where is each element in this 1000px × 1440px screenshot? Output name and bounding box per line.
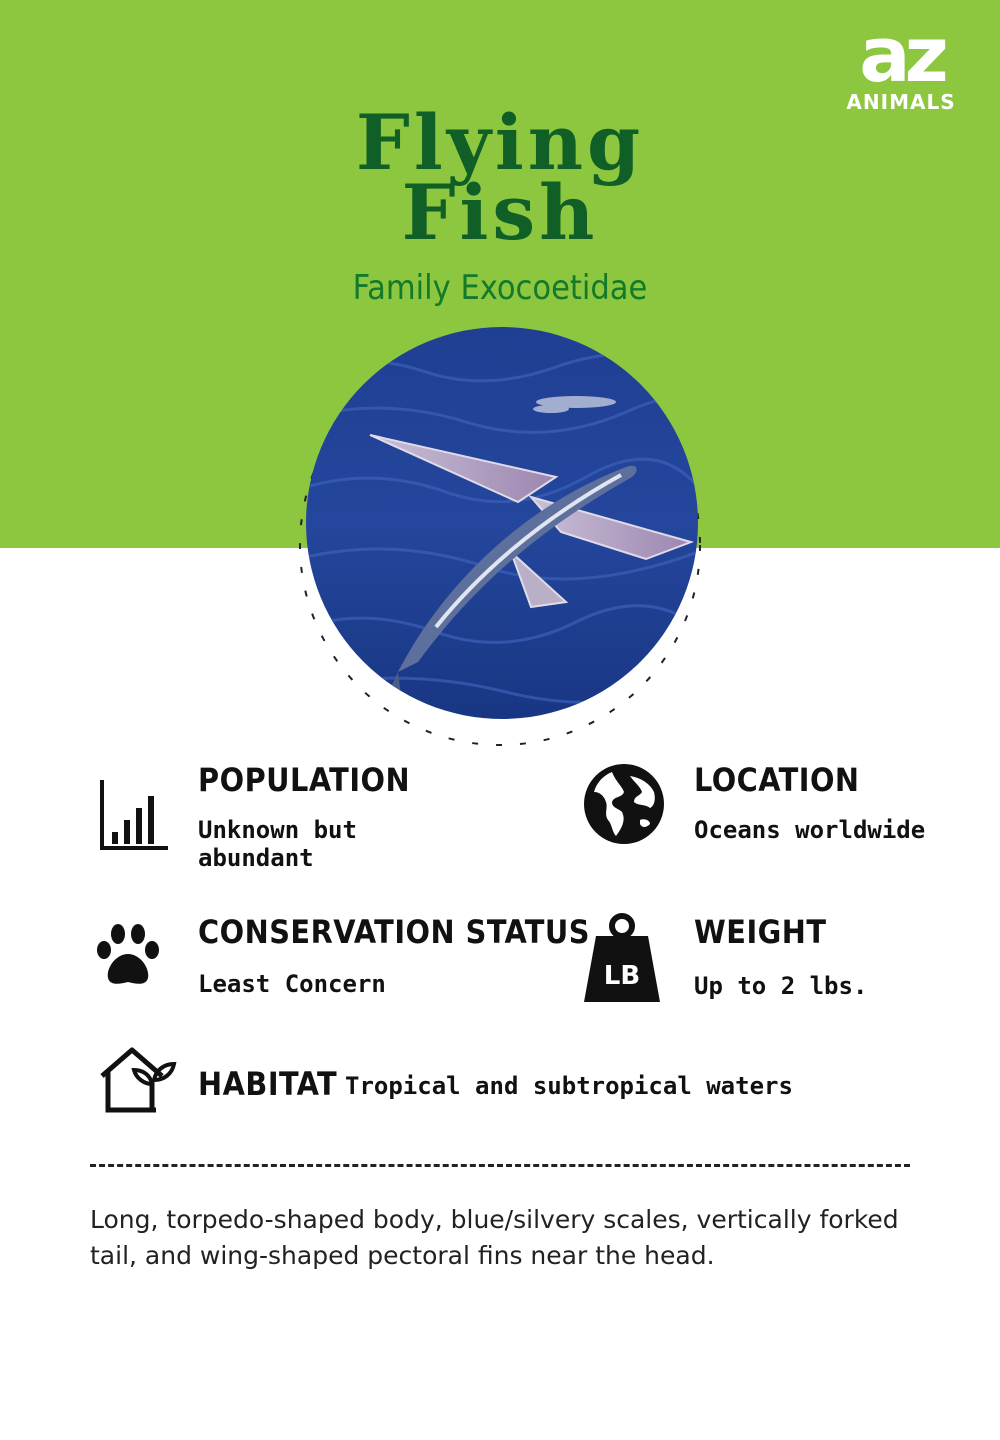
- habitat-value: Tropical and subtropical waters: [345, 1072, 793, 1100]
- weight-icon-text: LB: [603, 961, 641, 991]
- animal-photo: [306, 327, 698, 719]
- population-value-line-1: Unknown but: [198, 816, 357, 844]
- population-value-line-2: abundant: [198, 844, 314, 872]
- weight-icon: [582, 912, 662, 1004]
- az-animals-logo[interactable]: [836, 10, 966, 114]
- logo-mark: az: [859, 10, 943, 99]
- globe-icon: [582, 762, 666, 846]
- section-divider: [90, 1164, 910, 1167]
- location-value: Oceans worldwide: [694, 816, 926, 844]
- house-plant-icon: [98, 1046, 178, 1114]
- title-line-2: Fish: [401, 168, 599, 257]
- bar-chart-icon: [98, 778, 170, 852]
- paw-icon: [94, 922, 162, 990]
- conservation-status-value: Least Concern: [198, 970, 386, 998]
- weight-label: WEIGHT: [694, 913, 827, 951]
- scientific-name: Family Exocoetidae: [352, 268, 648, 308]
- location-label: LOCATION: [694, 761, 860, 799]
- weight-value: Up to 2 lbs.: [694, 972, 868, 1000]
- description: Long, torpedo-shaped body, blue/silvery scales, vertically forked tail, and wing-shaped pectoral fins near the head.: [90, 1205, 899, 1270]
- habitat-label: HABITAT: [198, 1065, 338, 1103]
- logo-text: ANIMALS: [846, 90, 956, 114]
- population-label: POPULATION: [198, 761, 411, 799]
- title-line-1: Flying: [355, 98, 645, 187]
- flying-fish-illustration: [306, 327, 698, 719]
- conservation-status-label: CONSERVATION STATUS: [198, 913, 591, 951]
